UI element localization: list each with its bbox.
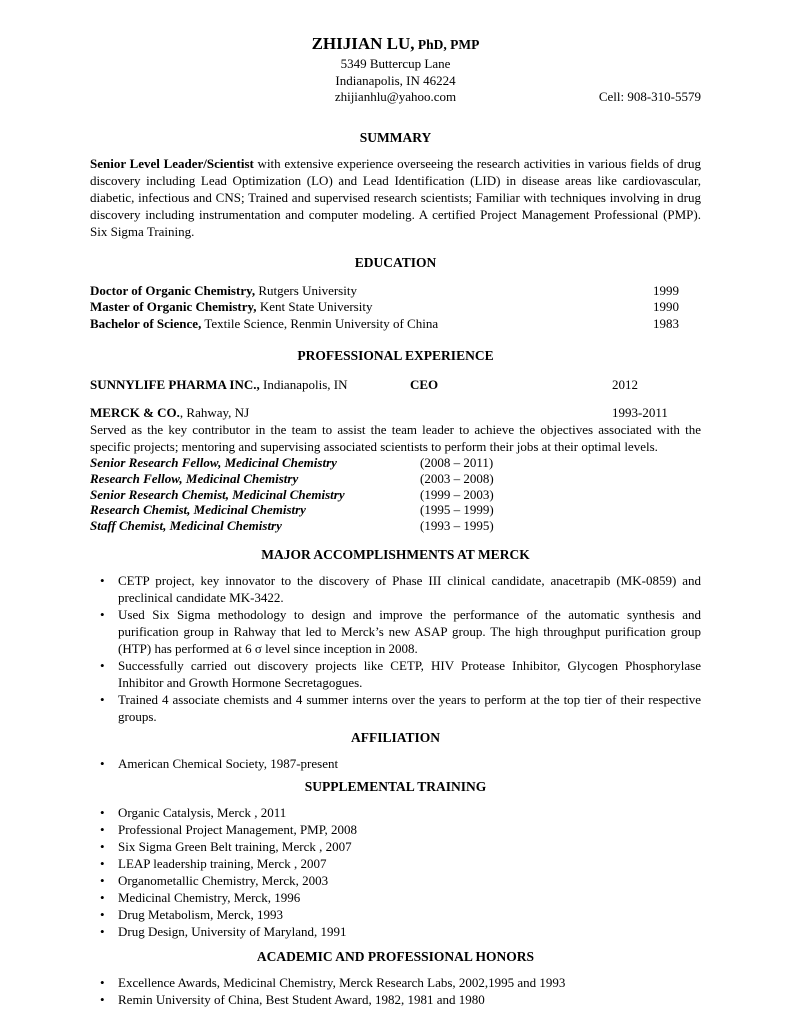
section-heading-experience: PROFESSIONAL EXPERIENCE [297, 348, 494, 363]
accomplishment-text: Used Six Sigma methodology to design and improve the performance of the automatic synthesis and purification group in Rahway that led to Merck’s new ASAP group. The high throughput purification group (HTP) has performed at 6 σ level since inception in 2008. [118, 606, 701, 656]
accomplishment-text: Trained 4 associate chemists and 4 summer interns over the years to perform at the top tier of their respective groups. [118, 691, 701, 724]
position-row [90, 455, 701, 471]
section-heading-education: EDUCATION [354, 254, 437, 270]
bullet-icon: • [100, 974, 105, 990]
accomplishment-item [90, 606, 701, 657]
email-text: zhijianhlu@yahoo.com [334, 89, 457, 104]
honor-item [90, 974, 701, 991]
affiliation-list [90, 755, 701, 772]
position-title: Research Chemist, Medicinal Chemistry [90, 502, 306, 518]
candidate-name-main: ZHIJIAN LU, [311, 34, 415, 53]
education-school: Rutgers University [255, 282, 357, 298]
bullet-icon: • [100, 821, 105, 837]
experience-company-bold: MERCK & CO. [90, 405, 180, 420]
bullet-icon: • [100, 906, 105, 922]
training-text: Organic Catalysis, Merck , 2011 [118, 804, 287, 820]
summary-paragraph [90, 155, 701, 240]
experience-job-title: CEO [410, 377, 439, 392]
education-degree-bold: Master of Organic Chemistry, [90, 299, 257, 314]
training-text: Medicinal Chemistry, Merck, 1996 [118, 889, 301, 905]
education-year: 1999 [653, 282, 679, 298]
section-heading-training: SUPPLEMENTAL TRAINING [304, 778, 487, 794]
education-degree-bold: Bachelor of Science, [90, 315, 202, 331]
resume-header [90, 33, 701, 106]
education-school: Kent State University [256, 299, 373, 314]
position-dates: (2003 – 2008) [420, 470, 494, 486]
position-dates: (1995 – 1999) [420, 502, 494, 518]
honor-text: Remin University of China, Best Student Award, 1982, 1981 and 1980 [118, 991, 485, 1007]
training-text: Professional Project Management, PMP, 2008 [118, 821, 358, 837]
education-year: 1990 [653, 299, 679, 314]
bullet-icon: • [100, 606, 105, 622]
honor-item [90, 991, 701, 1008]
cell-phone-text: Cell: 908-310-5579 [598, 89, 701, 104]
experience-company-bold: SUNNYLIFE PHARMA INC., [90, 377, 260, 392]
accomplishments-list [90, 572, 701, 725]
training-text: Organometallic Chemistry, Merck, 2003 [118, 872, 329, 888]
training-item [90, 889, 701, 906]
experience-company [90, 405, 249, 420]
education-degree-bold: Doctor of Organic Chemistry, [90, 282, 256, 298]
experience-years: 1993-2011 [612, 405, 668, 420]
training-list [90, 804, 701, 940]
training-item [90, 855, 701, 872]
bullet-icon: • [100, 872, 105, 888]
education-degree [90, 316, 438, 333]
training-item [90, 872, 701, 889]
position-title: Senior Research Fellow, Medicinal Chemistry [90, 455, 337, 470]
training-item [90, 906, 701, 923]
candidate-name [90, 33, 701, 56]
bullet-icon: • [100, 923, 105, 939]
training-item [90, 923, 701, 940]
bullet-icon: • [100, 889, 105, 905]
contact-row [90, 89, 701, 106]
training-item [90, 804, 701, 821]
position-row [90, 487, 701, 503]
position-title: Senior Research Chemist, Medicinal Chemistry [90, 486, 345, 502]
honors-list [90, 974, 701, 1008]
education-item [90, 316, 701, 333]
affiliation-item [90, 755, 701, 772]
education-degree [90, 299, 372, 316]
bullet-icon: • [100, 691, 105, 707]
position-dates: (2008 – 2011) [420, 455, 494, 470]
accomplishment-item [90, 691, 701, 725]
accomplishment-text: CETP project, key innovator to the discovery of Phase III clinical candidate, anacetrapib (MK-0859) and preclinical candidate MK-3422. [118, 572, 701, 605]
bullet-icon: • [100, 991, 105, 1007]
training-text: Drug Metabolism, Merck, 1993 [118, 906, 284, 922]
bullet-icon: • [100, 855, 105, 871]
honor-text: Excellence Awards, Medicinal Chemistry, Merck Research Labs, 2002,1995 and 1993 [118, 974, 566, 990]
address-line-1: 5349 Buttercup Lane [340, 56, 451, 71]
experience-location: Indianapolis, IN [259, 377, 348, 392]
education-item [90, 283, 701, 300]
experience-year: 2012 [612, 377, 638, 392]
accomplishment-text: Successfully carried out discovery projects like CETP, HIV Protease Inhibitor, Glycogen Phosphorylase Inhibitor and Growth Hormone Secretagogues. [118, 657, 701, 690]
summary-lead: Senior Level Leader/Scientist [90, 155, 254, 171]
education-item [90, 299, 701, 316]
experience-description: Served as the key contributor in the team to assist the team leader to achieve the objectives associated with the specific projects; mentoring and supervising associated scientists to perform their jobs at their optimal levels. [90, 422, 701, 454]
education-school: Textile Science, Renmin University of China [201, 315, 439, 331]
address-line-2: Indianapolis, IN 46224 [335, 72, 456, 88]
position-row [90, 502, 701, 518]
bullet-icon: • [100, 657, 105, 673]
position-dates: (1993 – 1995) [420, 518, 494, 534]
training-text: Six Sigma Green Belt training, Merck , 2007 [118, 838, 352, 854]
experience-entry-merck [90, 404, 701, 421]
experience-location: , Rahway, NJ [179, 405, 250, 420]
affiliation-text: American Chemical Society, 1987-present [118, 755, 339, 771]
training-item [90, 821, 701, 838]
position-row [90, 471, 701, 487]
bullet-icon: • [100, 838, 105, 854]
experience-company [90, 377, 347, 392]
candidate-name-suffix: PhD, PMP [414, 37, 480, 52]
education-year: 1983 [653, 315, 679, 331]
position-row [90, 518, 701, 534]
experience-entry-sunnylife [90, 376, 701, 393]
bullet-icon: • [100, 572, 105, 588]
section-heading-summary: SUMMARY [359, 129, 432, 145]
section-heading-accomplishments: MAJOR ACCOMPLISHMENTS AT MERCK [261, 546, 530, 562]
accomplishment-item [90, 572, 701, 606]
training-text: Drug Design, University of Maryland, 1991 [118, 923, 347, 939]
position-dates: (1999 – 2003) [420, 486, 494, 502]
bullet-icon: • [100, 755, 105, 771]
education-degree [90, 283, 357, 300]
position-title: Research Fellow, Medicinal Chemistry [90, 470, 299, 486]
section-heading-affiliation: AFFILIATION [350, 729, 440, 745]
bullet-icon: • [100, 804, 105, 820]
summary-body: with extensive experience overseeing the research activities in various fields of drug discovery including Lead Optimization (LO) and Lead Identification (LID) in disease areas like cardiovascular, diabetic, infectious and CNS; Trained and supervised research scientists; Familiar with techniques involving in drug discovery including instrumentation and computer modeling. A certified Project Management Professional (PMP). Six Sigma Training. [90, 155, 701, 239]
position-title: Staff Chemist, Medicinal Chemistry [90, 518, 282, 534]
section-heading-honors: ACADEMIC AND PROFESSIONAL HONORS [256, 948, 535, 964]
accomplishment-item [90, 657, 701, 691]
training-item [90, 838, 701, 855]
training-text: LEAP leadership training, Merck , 2007 [118, 855, 327, 871]
